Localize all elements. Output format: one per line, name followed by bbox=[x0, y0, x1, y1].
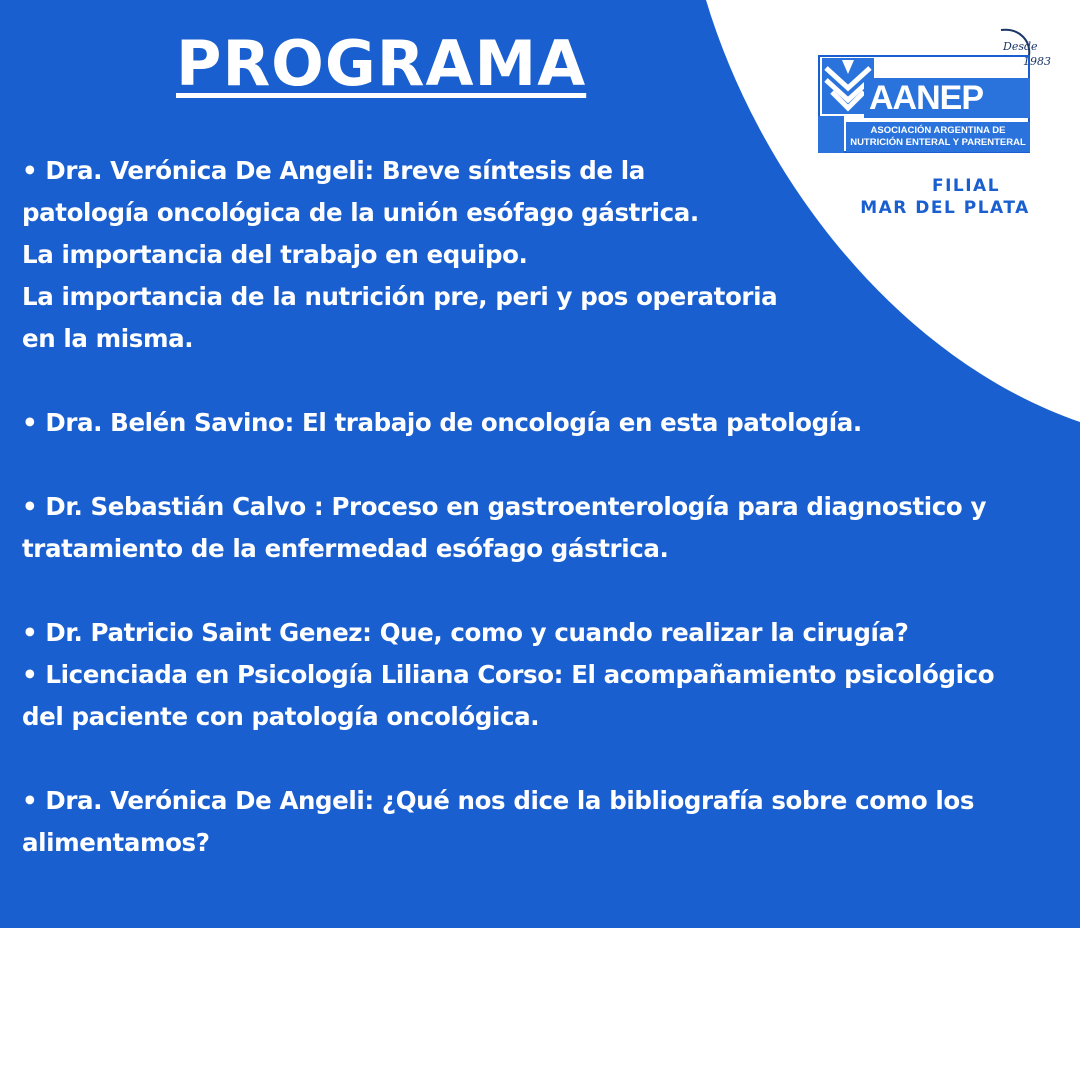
program-line: • Licenciada en Psicología Liliana Corso: El acompañamiento psicológico bbox=[22, 660, 995, 689]
logo-desde-text: Desde bbox=[1003, 40, 1038, 53]
program-entry bbox=[22, 612, 1078, 738]
filial-line: FILIAL bbox=[931, 176, 1001, 196]
program-line: • Dra. Verónica De Angeli: Breve síntesis de la bbox=[22, 156, 645, 185]
logo-subtitle-line: NUTRICIÓN ENTERAL Y PARENTERAL bbox=[850, 137, 1026, 148]
program-entry bbox=[22, 486, 1078, 570]
program-line: • Dr. Sebastián Calvo : Proceso en gastroenterología para diagnostico y bbox=[22, 492, 987, 521]
logo-name: AANEP bbox=[868, 79, 984, 117]
program-line: alimentamos? bbox=[22, 828, 210, 857]
program-line: tratamiento de la enfermedad esófago gástrica. bbox=[22, 534, 669, 563]
spacer bbox=[22, 570, 1078, 612]
logo-subtitle-line: ASOCIACIÓN ARGENTINA DE bbox=[870, 125, 1006, 136]
logo-year-text: 1983 bbox=[1023, 55, 1051, 68]
spacer bbox=[22, 738, 1078, 780]
spacer bbox=[22, 360, 1078, 402]
filial-city: MAR DEL PLATA bbox=[860, 198, 1030, 218]
program-entry bbox=[22, 402, 1078, 444]
program-entry bbox=[22, 780, 1078, 864]
program-line: • Dr. Patricio Saint Genez: Que, como y cuando realizar la cirugía? bbox=[22, 618, 909, 647]
program-list bbox=[22, 150, 1078, 864]
program-line: en la misma. bbox=[22, 324, 194, 353]
program-line: • Dra. Verónica De Angeli: ¿Qué nos dice la bibliografía sobre como los bbox=[22, 786, 975, 815]
page-title: PROGRAMA bbox=[176, 27, 587, 100]
program-line: patología oncológica de la unión esófago gástrica. bbox=[22, 198, 699, 227]
spacer bbox=[22, 444, 1078, 486]
program-line: La importancia de la nutrición pre, peri y pos operatoria bbox=[22, 282, 778, 311]
program-line: • Dra. Belén Savino: El trabajo de oncología en esta patología. bbox=[22, 408, 862, 437]
logo-stripe bbox=[818, 116, 844, 153]
filial-label bbox=[840, 175, 1050, 219]
program-line: del paciente con patología oncológica. bbox=[22, 702, 540, 731]
program-line: La importancia del trabajo en equipo. bbox=[22, 240, 528, 269]
